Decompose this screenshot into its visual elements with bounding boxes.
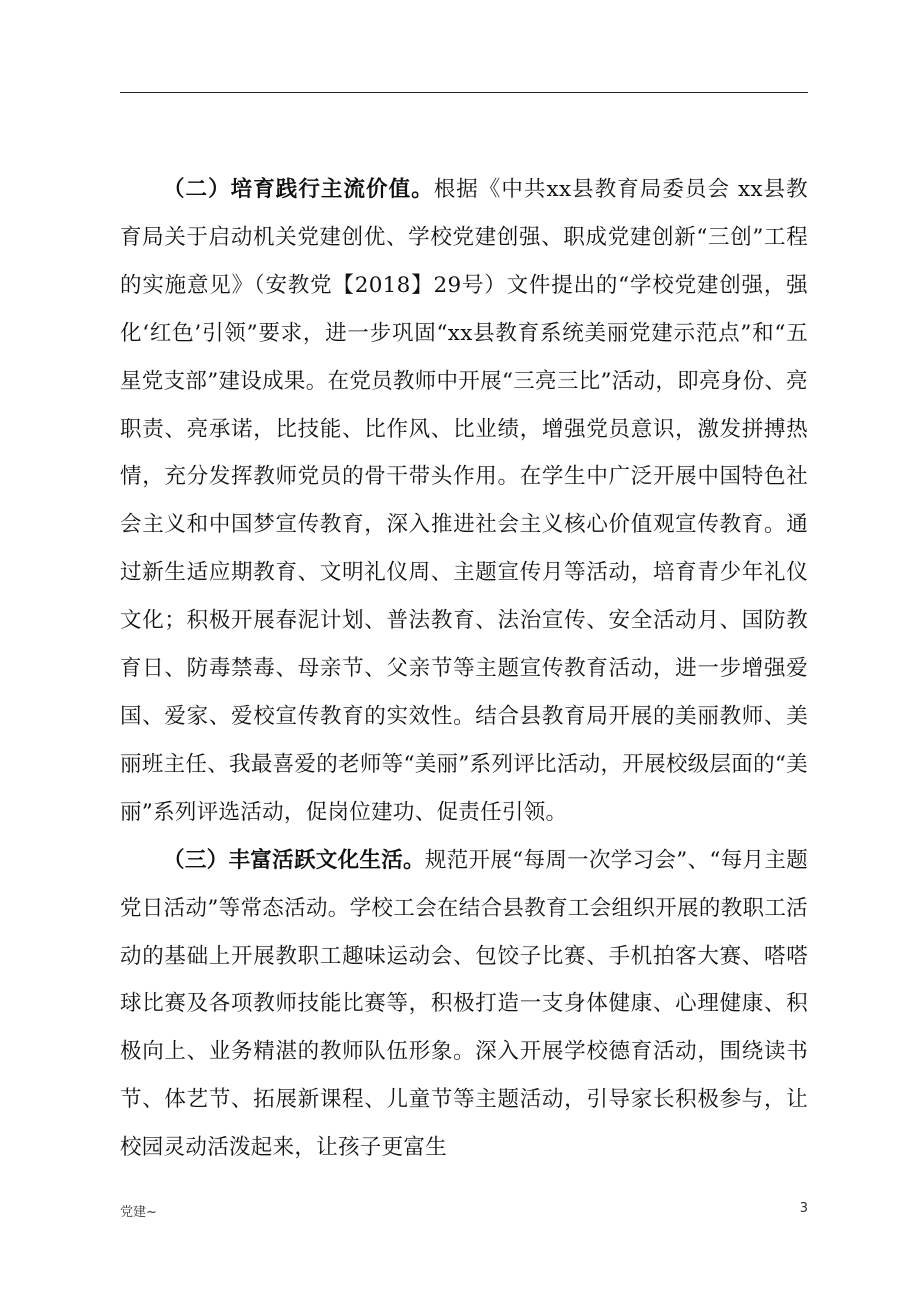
paragraph-text: 根据《中共xx县教育局委员会 xx县教育局关于启动机关党建创优、学校党建创强、职成党建创新“三创”工程的实施意见》（安教党【2018】29号）文件提出的“学校党建创强，强化‘红色’引领”要求，进一步巩固“xx县教育系统美丽党建示范点”和“五星党支部”建设成果。在党员教师中开展“三亮三比”活动，即亮身份、亮职责、亮承诺，比技能、比作风、比业绩，增强党员意识，激发拼搏热情，充分发挥教师党员的骨干带头作用。在学生中广泛开展中国特色社会主义和中国梦宣传教育，深入推进社会主义核心价值观宣传教育。通过新生适应期教育、文明礼仪周、主题宣传月等活动，培育青少年礼仪文化；积极开展春泥计划、普法教育、法治宣传、安全活动月、国防教育日、防毒禁毒、母亲节、父亲节等主题宣传教育活动，进一步增强爱国、爱家、爱校宣传教育的实效性。结合县教育局开展的美丽教师、美丽班主任、我最喜爱的老师等“美丽”系列评比活动，开展校级层面的“美丽”系列评选活动，促岗位建功、促责任引领。 — [120, 177, 808, 825]
section-heading-2: （二）培育践行主流价值。 — [163, 177, 434, 202]
paragraph-text: 规范开展“每周一次学习会”、“每月主题党日活动”等常态活动。学校工会在结合县教育工会组织开展的教职工活动的基础上开展教职工趣味运动会、包饺子比赛、手机拍客大赛、嗒嗒球比赛及各项教师技能比赛等，积极打造一支身体健康、心理健康、积极向上、业务精湛的教师队伍形象。深入开展学校德育活动，围绕读书节、体艺节、拓展新课程、儿童节等主题活动，引导家长积极参与，让校园灵动活泼起来，让孩子更富生 — [120, 847, 808, 1161]
paragraph-cultivate-values — [120, 166, 808, 837]
page-number: 3 — [799, 1201, 808, 1216]
header-rule — [120, 92, 808, 93]
footer-label: 党建~ — [120, 1205, 157, 1220]
paragraph-cultural-life — [120, 837, 808, 1172]
section-heading-3: （三）丰富活跃文化生活。 — [163, 847, 425, 873]
document-body — [120, 166, 808, 1172]
